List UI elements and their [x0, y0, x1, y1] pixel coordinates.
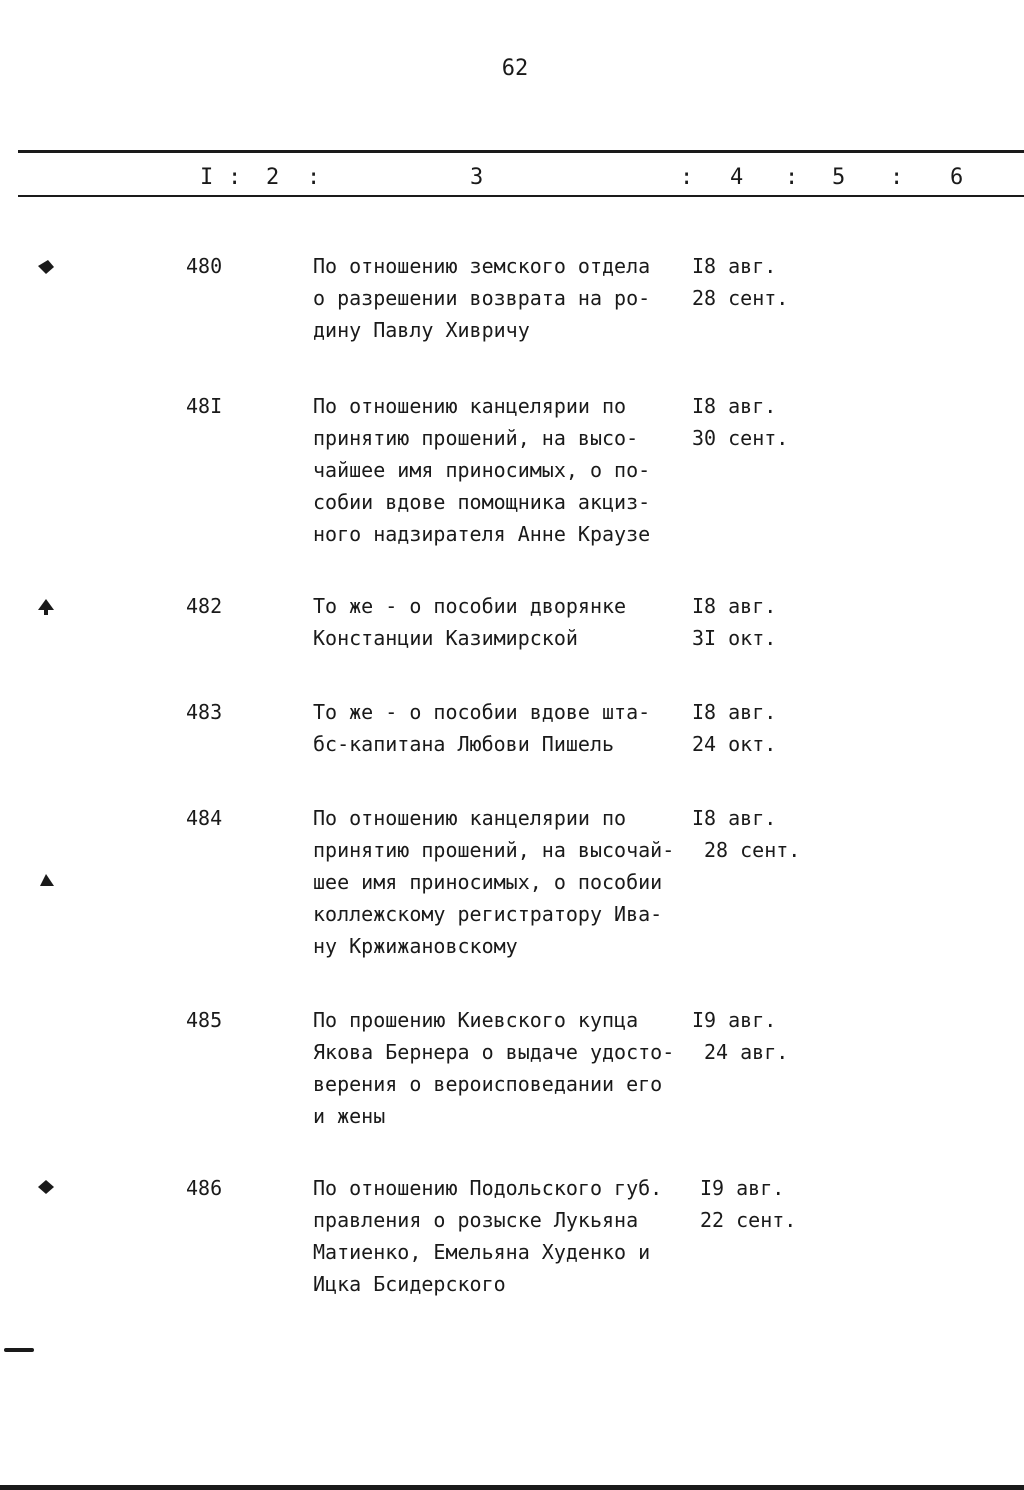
description-line: Матиенко, Емельяна Худенко и: [313, 1240, 651, 1264]
description-line: По отношению Подольского губ.: [313, 1176, 663, 1200]
description-line: По отношению земского отдела: [313, 254, 651, 278]
description-line: собии вдове помощника акциз-: [313, 490, 651, 514]
description-line: правления о розыске Лукьяна: [313, 1208, 639, 1232]
start-date: I8 авг.: [692, 594, 777, 618]
entry-number: 48I: [186, 394, 223, 418]
description-line: ну Кржижановскому: [313, 934, 518, 958]
bottom-edge-rule: [0, 1485, 1024, 1490]
entry-description: [313, 1004, 693, 1132]
entry-dates: [700, 1172, 796, 1236]
entry-dates: [692, 696, 776, 760]
description-line: и жены: [313, 1104, 386, 1128]
description-line: ного надзирателя Анне Краузе: [313, 522, 651, 546]
description-line: принятию прошений, на высо-: [313, 426, 639, 450]
column-separator: :: [890, 165, 904, 190]
entry-dates: [692, 590, 776, 654]
column-separator: :: [228, 165, 242, 190]
page-number: 62: [501, 56, 529, 81]
entry-number: 485: [186, 1008, 223, 1032]
description-line: чайшее имя приносимых, о по-: [313, 458, 651, 482]
entry-description: [313, 590, 693, 654]
column-separator: :: [680, 165, 694, 190]
end-date: 3I окт.: [692, 626, 777, 650]
start-date: I8 авг.: [692, 394, 777, 418]
start-date: I8 авг.: [692, 806, 777, 830]
description-line: Ицка Бсидерского: [313, 1272, 506, 1296]
description-line: По отношению канцелярии по: [313, 394, 627, 418]
start-date: I9 авг.: [700, 1176, 785, 1200]
entry-description: [313, 1172, 693, 1300]
end-date: 24 окт.: [692, 732, 777, 756]
description-line: Якова Бернера о выдаче удосто-: [313, 1040, 675, 1064]
entry-dates: [692, 802, 800, 866]
end-date: 28 сент.: [692, 286, 789, 310]
start-date: I9 авг.: [692, 1008, 777, 1032]
hole-punch-mark-icon: [36, 872, 56, 890]
table-top-rule: [18, 150, 1024, 153]
description-line: верения о вероисповедании его: [313, 1072, 663, 1096]
description-line: принятию прошений, на высочай-: [313, 838, 675, 862]
table-header-rule: [18, 195, 1024, 197]
column-header-2: 2: [266, 165, 280, 190]
column-header-3: 3: [470, 165, 484, 190]
start-date: I8 авг.: [692, 254, 777, 278]
end-date: 22 сент.: [700, 1208, 797, 1232]
entry-number: 486: [186, 1176, 223, 1200]
entry-description: [313, 390, 693, 550]
entry-dates: [692, 250, 788, 314]
entry-number: 480: [186, 254, 223, 278]
description-line: дину Павлу Хивричу: [313, 318, 530, 342]
column-separator: :: [307, 165, 321, 190]
hole-punch-mark-icon: [36, 1178, 56, 1196]
entry-description: [313, 696, 693, 760]
entry-number: 483: [186, 700, 223, 724]
column-header-1: I: [200, 165, 214, 190]
entry-description: [313, 250, 693, 346]
description-line: бс-капитана Любови Пишель: [313, 732, 615, 756]
description-line: По прошению Киевского купца: [313, 1008, 639, 1032]
end-date: 30 сент.: [692, 426, 789, 450]
description-line: о разрешении возврата на ро-: [313, 286, 651, 310]
description-line: То же - о пособии дворянке: [313, 594, 627, 618]
description-line: коллежскому регистратору Ива-: [313, 902, 663, 926]
entry-number: 482: [186, 594, 223, 618]
column-separator: :: [785, 165, 799, 190]
description-line: шее имя приносимых, о пособии: [313, 870, 663, 894]
description-line: Констанции Казимирской: [313, 626, 578, 650]
entry-dates: [692, 1004, 788, 1068]
hole-punch-mark-icon: [36, 258, 56, 276]
entry-dates: [692, 390, 788, 454]
start-date: I8 авг.: [692, 700, 777, 724]
hole-punch-mark-icon: [36, 598, 56, 616]
column-header-6: 6: [950, 165, 964, 190]
margin-dash: [4, 1348, 34, 1352]
column-header-5: 5: [832, 165, 846, 190]
column-header-4: 4: [730, 165, 744, 190]
entry-description: [313, 802, 693, 962]
entry-number: 484: [186, 806, 223, 830]
description-line: По отношению канцелярии по: [313, 806, 627, 830]
end-date: 24 авг.: [704, 1040, 789, 1064]
end-date: 28 сент.: [704, 838, 801, 862]
description-line: То же - о пособии вдове шта-: [313, 700, 651, 724]
